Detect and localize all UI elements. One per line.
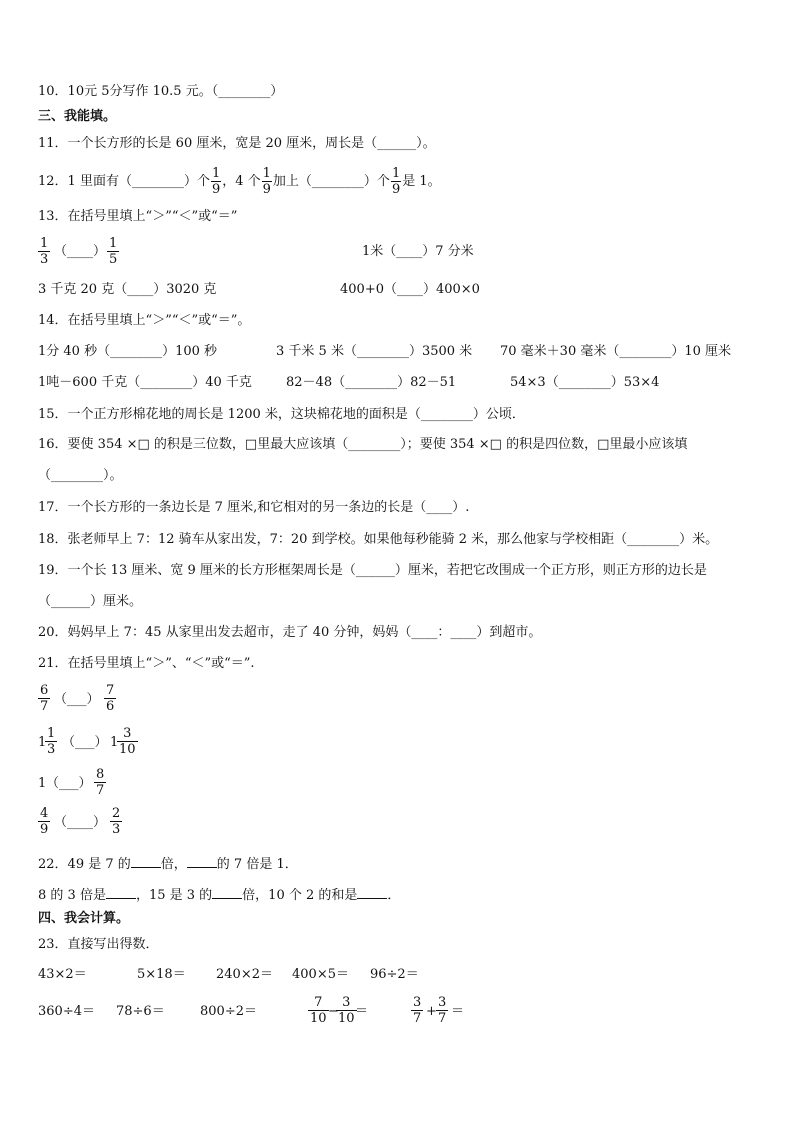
calc-item: 360÷4＝: [38, 1004, 95, 1019]
q22-text: 倍，10 个 2 的和是: [242, 888, 358, 903]
question-11: 11．一个长方形的长是 60 厘米，宽是 20 厘米，周长是（______）。: [38, 136, 436, 151]
q13-compare-left-2: 3 千克 20 克（____）3020 克: [38, 282, 217, 297]
fraction: 6 7: [40, 683, 49, 714]
fraction: $\frac{1}{9}$: [391, 166, 401, 197]
whole-number: 1: [38, 776, 47, 791]
calc-item: 800÷2＝: [200, 1004, 257, 1019]
q22-text: 倍，: [160, 857, 187, 872]
q13-compare-right-1: 1米（____）7 分米: [362, 244, 474, 259]
question-19-line-2: （______）厘米。: [38, 594, 143, 609]
question-10: 10．10元 5分写作 10.5 元。（________）: [38, 84, 284, 99]
answer-blank[interactable]: （____）: [54, 815, 107, 830]
q14-item: 82－48（________）82－51: [286, 375, 457, 390]
section-heading-4: 四、我会计算。: [38, 911, 130, 926]
calc-item: 400×5＝: [292, 967, 349, 982]
equals-sign: ＝: [355, 1004, 369, 1019]
question-16-line-1: 16．要使 354 ×□ 的积是三位数，□里最大应该填（________）；要使 354 ×□ 的积是四位数，□里最小应该填: [38, 437, 688, 452]
fraction: $\frac{1}{9}$: [211, 166, 221, 197]
operator: +: [426, 1004, 437, 1019]
question-19-line-1: 19．一个长 13 厘米、宽 9 厘米的长方形框架周长是（______）厘米，若把它改围成一个正方形，则正方形的边长是: [38, 563, 707, 578]
q14-item: 1吨－600 千克（________）40 千克: [38, 375, 252, 390]
answer-blank[interactable]: [212, 886, 242, 899]
answer-blank[interactable]: [187, 855, 217, 868]
question-21-title: 21．在括号里填上“＞”、“＜”或“＝”.: [38, 656, 255, 671]
answer-blank[interactable]: [131, 855, 161, 868]
q14-item: 3 千米 5 米（________）3500 米: [276, 344, 473, 359]
fraction: 1 3: [47, 726, 56, 757]
answer-blank[interactable]: （___）: [46, 776, 92, 791]
q12-part-d: 是 1。: [402, 174, 441, 189]
whole-number: 1: [38, 735, 47, 750]
fraction: 3 7: [438, 995, 447, 1026]
answer-blank[interactable]: [357, 886, 387, 899]
question-14-title: 14．在括号里填上“＞”“＜”或“＝”。: [38, 313, 251, 328]
fraction: 3 10: [119, 726, 136, 757]
question-15: 15．一个正方形棉花地的周长是 1200 米，这块棉花地的面积是（________）公顷．: [38, 407, 525, 422]
q13-compare-right-2: 400+0（____）400×0: [340, 282, 480, 297]
question-12: [38, 166, 441, 197]
fraction: 8 7: [96, 767, 105, 798]
section-heading-3: 三、我能填。: [38, 109, 117, 124]
calc-item: 43×2＝: [38, 967, 87, 982]
equals-sign: ＝: [451, 1004, 465, 1019]
question-16-line-2: （________）。: [38, 468, 123, 483]
answer-blank[interactable]: （____）: [54, 244, 107, 259]
calc-item: 240×2＝: [216, 967, 273, 982]
calc-item: 96÷2＝: [370, 967, 419, 982]
question-20: 20．妈妈早上 7：45 从家里出发去超市，走了 40 分钟，妈妈（____：____）到超市。: [38, 625, 542, 640]
q12-part-c: 加上（________）个: [272, 174, 390, 189]
answer-blank[interactable]: [106, 886, 136, 899]
fraction: 3 7: [413, 995, 422, 1026]
q14-item: 70 毫米＋30 毫米（________）10 厘米: [500, 344, 732, 359]
q12-part-b: ，4 个: [222, 174, 261, 189]
fraction: 1 3: [40, 236, 49, 267]
question-22-line-2: [38, 886, 400, 904]
calc-item: 5×18＝: [137, 967, 186, 982]
answer-blank[interactable]: （___）: [54, 692, 100, 707]
fraction: $\frac{1}{9}$: [262, 166, 271, 197]
fraction: 7 6: [106, 683, 115, 714]
q22-text: ．: [387, 888, 401, 903]
question-13-title: 13．在括号里填上“＞”“＜”或“＝”: [38, 209, 238, 224]
question-17: 17．一个长方形的一条边长是 7 厘米,和它相对的另一条边的长是（____）.: [38, 500, 470, 515]
fraction: 1 5: [109, 236, 118, 267]
fraction: 7 10: [310, 995, 327, 1026]
q12-part-a: 12．1 里面有（________）个: [38, 174, 210, 189]
q14-item: 1分 40 秒（________）100 秒: [38, 344, 218, 359]
operator: −: [328, 1004, 339, 1019]
question-18: 18．张老师早上 7：12 骑车从家出发，7：20 到学校。如果他每秒能骑 2 米，那么他家与学校相距（________）米。: [38, 532, 719, 547]
whole-number: 1: [110, 735, 119, 750]
question-22-line-1: [38, 855, 298, 873]
fraction: 3 10: [338, 995, 355, 1026]
fraction: 4 9: [40, 806, 49, 837]
fraction: 2 3: [112, 806, 121, 837]
question-23-title: 23．直接写出得数．: [38, 937, 159, 952]
calc-item: 78÷6＝: [116, 1004, 165, 1019]
q22-text: 22．49 是 7 的: [38, 857, 131, 872]
q14-item: 54×3（________）53×4: [510, 375, 660, 390]
q22-text: ，15 是 3 的: [135, 888, 213, 903]
q22-text: 8 的 3 倍是: [38, 888, 106, 903]
answer-blank[interactable]: （___）: [62, 735, 108, 750]
q22-text: 的 7 倍是 1．: [216, 857, 298, 872]
